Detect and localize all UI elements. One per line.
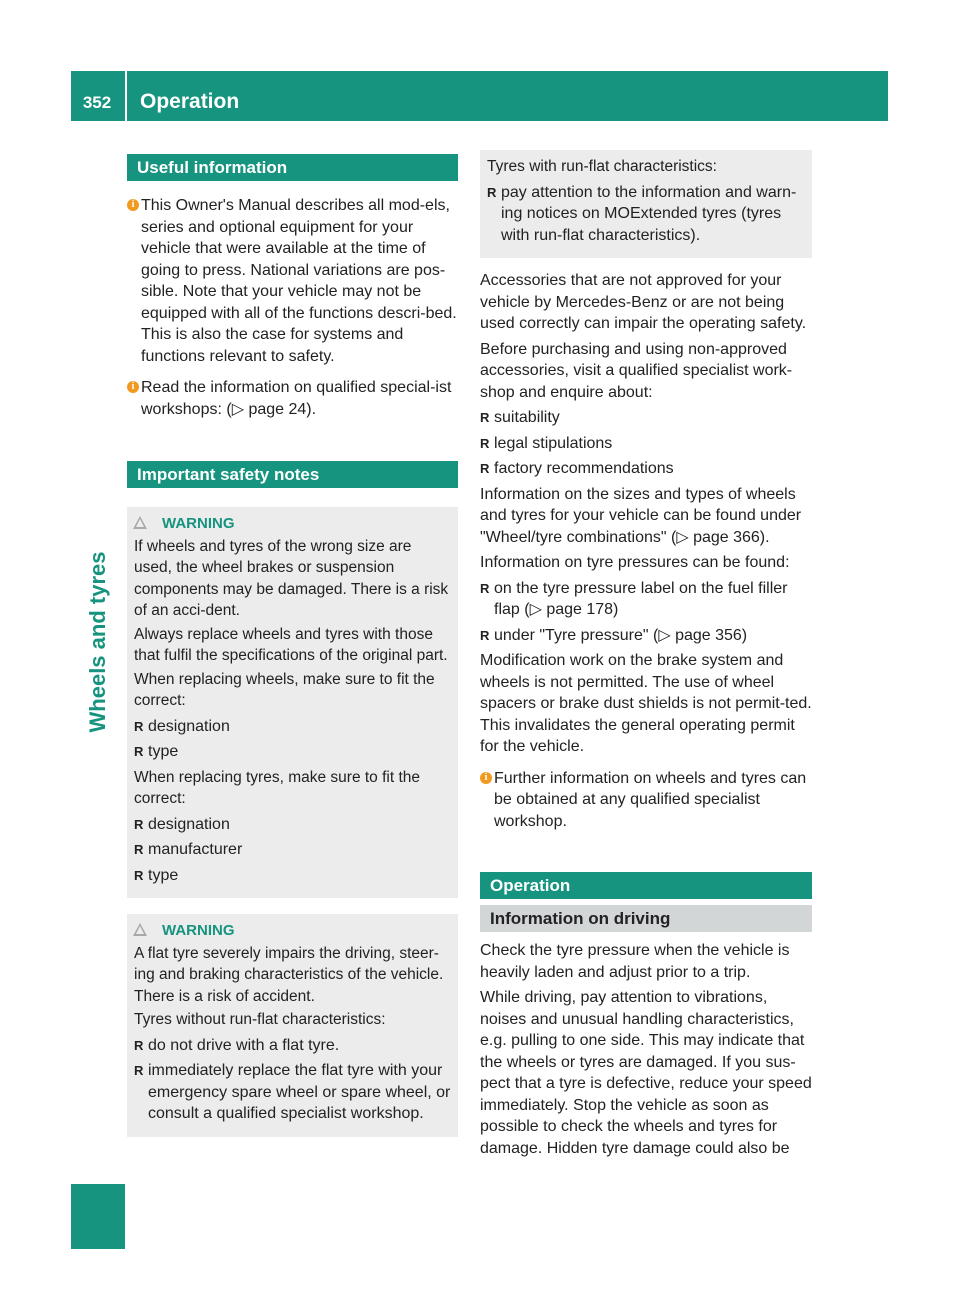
- warning-triangle-icon: [133, 923, 147, 936]
- side-tab-label: Wheels and tyres: [85, 551, 110, 733]
- list-item: R on the tyre pressure label on the fuel filler flap (▷ page 178): [480, 578, 812, 621]
- list-item: R manufacturer: [134, 839, 452, 861]
- info-icon: i: [127, 381, 139, 393]
- body-paragraph: Accessories that are not approved for your vehicle by Mercedes-Benz or are not being used correctly can impair the operating safety.: [480, 272, 807, 332]
- section-heading-important-safety-notes: Important safety notes: [127, 461, 458, 488]
- warning-text: Always replace wheels and tyres with those that fulfil the specifications of the original part.: [134, 625, 448, 664]
- info-icon: i: [127, 199, 139, 211]
- right-column: [480, 150, 812, 1159]
- list-item: R factory recommendations: [480, 458, 812, 480]
- warning-box: [127, 914, 458, 1137]
- body-paragraph: Before purchasing and using non-approved accessories, visit a qualified specialist work-shop and enquire about:: [480, 340, 793, 401]
- side-tab-block: [71, 1184, 125, 1249]
- body-paragraph: Information on the sizes and types of wheels and tyres for your vehicle can be found under "Wheel/tyre combinations" (▷ page 366).: [480, 485, 802, 546]
- warning-heading: [134, 513, 452, 535]
- header-divider: [125, 71, 127, 121]
- left-column: [127, 150, 458, 1137]
- bullet-list: [134, 716, 452, 763]
- info-icon: i: [480, 772, 492, 784]
- bullet-list: [480, 578, 812, 647]
- page-header: [71, 71, 888, 121]
- info-note-text: Read the information on qualified special-ist workshops: (▷ page 24).: [141, 379, 452, 418]
- info-note-text: This Owner's Manual describes all mod-els, series and optional equipment for your vehicle that were available at the time of going to press. National variations are pos-sible. Note that your vehicle may not be equipped with all of the functions descri-bed. This is also the case for systems and functions relevant to safety.: [141, 197, 457, 365]
- warning-heading: [134, 920, 452, 942]
- warning-text: When replacing tyres, make sure to fit the correct:: [134, 768, 421, 807]
- list-item: R designation: [134, 814, 452, 836]
- list-item: R designation: [134, 716, 452, 738]
- warning-label: WARNING: [162, 922, 235, 939]
- body-paragraph: Modification work on the brake system and wheels is not permitted. The use of wheel spacers or brake dust shields is not permit-ted. This invalidates the general operating permit for the vehicle.: [480, 652, 812, 755]
- subsection-heading-information-on-driving: Information on driving: [480, 905, 812, 932]
- list-item: R under "Tyre pressure" (▷ page 356): [480, 625, 812, 647]
- list-item: R suitability: [480, 407, 812, 429]
- list-item: R immediately replace the flat tyre with your emergency spare wheel or spare wheel, or consult a qualified specialist workshop.: [134, 1060, 452, 1125]
- warning-text: Tyres without run-flat characteristics:: [134, 1011, 386, 1028]
- page-number: 352: [82, 93, 112, 112]
- info-note: [480, 768, 812, 833]
- body-paragraph: Information on tyre pressures can be found:: [480, 554, 790, 571]
- warning-text: If wheels and tyres of the wrong size are used, the wheel brakes or suspension components may be damaged. There is a risk of an acci-dent.: [134, 537, 449, 619]
- bullet-list: [487, 182, 806, 247]
- warning-text: When replacing wheels, make sure to fit the correct:: [134, 670, 435, 709]
- warning-label: WARNING: [162, 515, 235, 532]
- info-note: [127, 195, 458, 367]
- list-item: R pay attention to the information and warn-ing notices on MOExtended tyres (tyres with run-flat characteristics).: [487, 182, 806, 247]
- list-item: R do not drive with a flat tyre.: [134, 1035, 452, 1057]
- list-item: R legal stipulations: [480, 433, 812, 455]
- info-box: [480, 150, 812, 258]
- section-heading-useful-information: Useful information: [127, 154, 458, 181]
- body-paragraph: Check the tyre pressure when the vehicle is heavily laden and adjust prior to a trip.: [480, 942, 790, 981]
- page-title: Operation: [140, 90, 240, 113]
- info-note: [127, 377, 458, 420]
- warning-text: A flat tyre severely impairs the driving, steer-ing and braking characteristics of the vehicle. There is a risk of accident.: [134, 944, 444, 1005]
- info-note-text: Further information on wheels and tyres can be obtained at any qualified specialist workshop.: [494, 769, 807, 830]
- warning-box: [127, 507, 458, 898]
- list-item: R type: [134, 741, 452, 763]
- bullet-list: [480, 407, 812, 480]
- bullet-list: [134, 814, 452, 887]
- body-paragraph: While driving, pay attention to vibrations, noises and unusual handling characteristics, e.g. pulling to one side. This may indicate that the wheels or tyres are damaged. If you sus-pect that a tyre is defective, reduce your speed immediately. Stop the vehicle as soon as possible to check the wheels and tyres for damage. Hidden tyre damage could also be: [480, 989, 812, 1157]
- warning-triangle-icon: [133, 516, 147, 529]
- box-text: Tyres with run-flat characteristics:: [487, 158, 717, 175]
- list-item: R type: [134, 865, 452, 887]
- section-heading-operation: Operation: [480, 872, 812, 899]
- bullet-list: [134, 1035, 452, 1125]
